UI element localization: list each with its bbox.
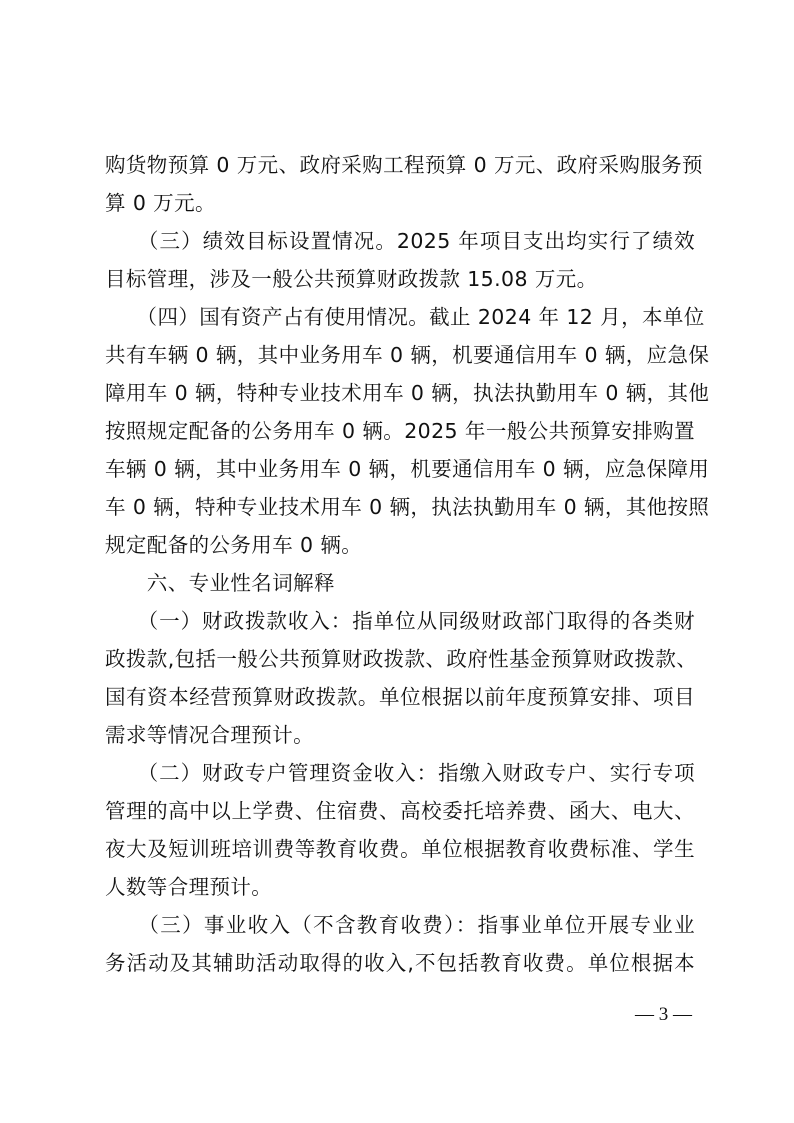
body-text-line: 车辆 0 辆，其中业务用车 0 辆，机要通信用车 0 辆，应急保障用: [105, 457, 710, 481]
body-text-line: 目标管理，涉及一般公共预算财政拨款 15.08 万元。: [105, 267, 598, 291]
body-text-line: 需求等情况合理预计。: [105, 723, 314, 747]
section-heading: 六、专业性名词解释: [105, 571, 335, 595]
body-text-line: （四）国有资产占有使用情况。截止 2024 年 12 月，本单位: [105, 305, 705, 329]
page-number: — 3 —: [635, 1004, 692, 1025]
body-text-line: 政拨款,包括一般公共预算财政拨款、政府性基金预算财政拨款、: [105, 647, 698, 671]
body-text-line: （三）事业收入（不含教育收费）：指事业单位开展专业业: [105, 913, 695, 937]
body-text-line: 购货物预算 0 万元、政府采购工程预算 0 万元、政府采购服务预: [105, 153, 703, 177]
body-text-line: （三）绩效目标设置情况。2025 年项目支出均实行了绩效: [105, 229, 695, 253]
body-text-line: 国有资本经营预算财政拨款。单位根据以前年度预算安排、项目: [105, 685, 695, 709]
body-text-line: 规定配备的公务用车 0 辆。: [105, 533, 363, 557]
body-text-line: 务活动及其辅助活动取得的收入,不包括教育收费。单位根据本: [105, 951, 695, 975]
body-text-line: 按照规定配备的公务用车 0 辆。2025 年一般公共预算安排购置: [105, 419, 695, 443]
body-text-line: 障用车 0 辆，特种专业技术用车 0 辆，执法执勤用车 0 辆，其他: [105, 381, 710, 405]
body-text-line: 夜大及短训班培训费等教育收费。单位根据教育收费标准、学生: [105, 837, 695, 861]
body-text-line: 人数等合理预计。: [105, 875, 273, 899]
body-text-line: 管理的高中以上学费、住宿费、高校委托培养费、函大、电大、: [105, 799, 695, 823]
body-text-line: 车 0 辆，特种专业技术用车 0 辆，执法执勤用车 0 辆，其他按照: [105, 495, 710, 519]
body-text-line: 算 0 万元。: [105, 191, 216, 215]
body-text-line: （二）财政专户管理资金收入：指缴入财政专户、实行专项: [105, 761, 695, 785]
body-text-line: 共有车辆 0 辆，其中业务用车 0 辆，机要通信用车 0 辆，应急保: [105, 343, 710, 367]
body-text-line: （一）财政拨款收入：指单位从同级财政部门取得的各类财: [105, 609, 695, 633]
